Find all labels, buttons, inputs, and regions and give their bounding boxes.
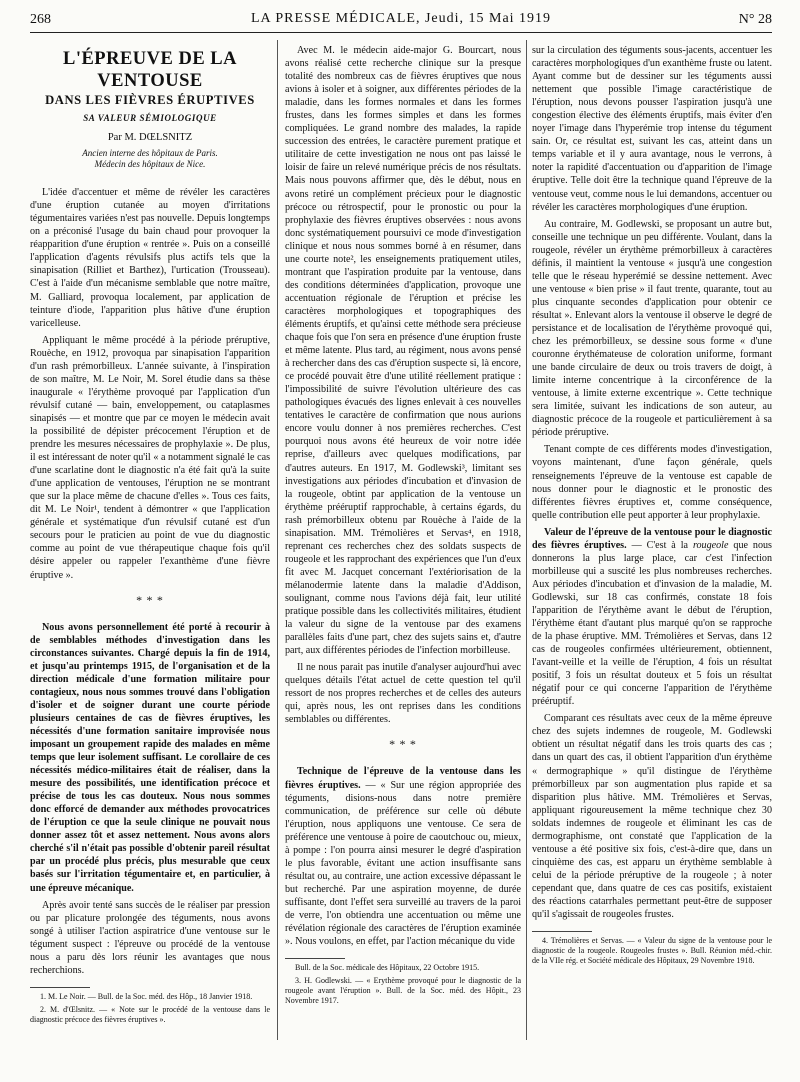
author-affiliation bbox=[30, 148, 270, 170]
column-3 bbox=[532, 44, 772, 1044]
column-rule bbox=[526, 40, 527, 1040]
section-title: Valeur de l'épreuve de la ventouse pour le diagnostic des fièvres éruptives. bbox=[532, 526, 772, 551]
paragraph: Il ne nous parait pas inutile d'analyser aujourd'hui avec quelques détails l'état actuel de cette question tel qu'il ressort de nos propres recherches et de celles des auteurs qui, après nous, les ont reprises dans les conditions semblables ou différentes. bbox=[285, 662, 521, 726]
paragraph bbox=[532, 526, 772, 709]
paragraph: sur la circulation des téguments sous-jacents, accentuer les caractères morphologiques d'un exanthème fruste ou latent. Ayant comme but de dessiner sur les téguments aussi nettement que possible l'image caractéristique de l'éruption, nous devons pousser l'aspiration jusqu'à une congestion élective des éléments éruptifs, mais éviter d'en noyer l'image dans l'hyperémie trop intense du tégument sain. Or, ce résultat est, suivant les cas, atteint dans un temps variable et il y aura avantage, nous le verrons, à noter la rapidité d'accentuation ou d'apparition de l'image éruptive. Telle doit être la technique quand l'épreuve de la ventouse veut, comme nous le lui demandons, accentuer ou révéler les caractères morphologiques d'une éruption. bbox=[532, 45, 772, 213]
affiliation-line: Médecin des hôpitaux de Nice. bbox=[94, 159, 206, 170]
paragraph: L'idée d'accentuer et même de révéler les caractères d'une éruption cutanée au moyen d'irritations tégumentaires variées n'est pas nouvelle. Depuis longtemps on a préconisé l'usage du bain chaud pour provoquer la réapparition d'une éruption « rentrée ». Puis on a conseillé l'application d'agents révulsifs plus actifs tels que la sinapisation (Rilliet et Barthez), l'urtication (Trousseau). C'est à l'aide d'un mécanisme semblable que notre maître, M. Galliard, provoqua localement, par application de teinture d'iode, l'apparition plus hâtive d'une éruption varicelleuse. bbox=[30, 187, 270, 329]
footnote: 4. Trémolières et Servas. — « Valeur du signe de la ventouse pour le diagnostic de la rougeole. Rougeoles frustes ». Bull. Réunion méd.-chir. de la VIIe rég. et Société médicale des Hôpitaux, 29 Novembre 1918. bbox=[532, 936, 772, 966]
paragraph: Avec M. le médecin aide-major G. Bourcart, nous avons réalisé cette recherche clinique sur la presque totalité des nombreux cas de fièvres éruptives que nous avions à isoler et à soigner, aux différentes périodes de la maladie, dans les formes normales et dans les formes frustes, dans les formes simples et dans les formes compliquées. Le grand nombre des malades, la rapide succession des entrées, le caractère purement pratique et utilitaire de cette investigation ne nous ont pas laissé le loisir de faire un relevé numérique précis de nos résultats. Mais nous pouvons affirmer que, dès le début, nous en avons retiré un complément précieux pour le diagnostic précoce ou rétrospectif, pour le pronostic ou pour la prophylaxie des fièvres éruptives observées : nous avons donc systématiquement poursuivi ce mode d'investigation clinique et nous nous sommes borné à en résumer, dans une courte note², les enseignements pratiquement utiles, montrant que l'aspiration produite par la ventouse, dans des conditions déterminées d'application, provoque une accentuation régionale de l'éruption et précise les caractères morphologiques et topographiques des éléments éruptifs, et qu'ainsi cette méthode sera précieuse chaque fois que l'on sera en présence d'une éruption fruste et même latente. Plus tard, au régiment, nous avons pensé à rechercher dans des cas d'éruption suspecte si, là encore, ce procédé pouvait être d'une utilité réellement pratique : l'impossibilité de suivre l'évolution ultérieure des cas pathologiques évacués des lignes enlevait à ces nouvelles tentatives le caractère de confirmation que nous aurions encore voulu donner à nos premières recherches. C'est pourquoi nous avons été heureux de voir notre idée reprise, d'ailleurs avec quelques modifications, par d'autres auteurs. En 1917, M. Godlewski³, limitant ses investigations aux périodes d'incubation et d'invasion de la rougeole, obtint par application de la ventouse un érythème prééruptif rapprochable, à certains égards, du rash prémorbilleux obtenu par Rouèche à l'aide de la sinapisation. MM. Trémolières et Servas⁴, en 1918, reprenant ces recherches chez des soldats suspects de rougeole et les rapprochant des expériences que l'un d'eux fit avec M. Jacquet concernant l'extériorisation de la mélanodermie latente dans la maladie d'Addison, soulignant, comme nous l'avions déjà fait, leur utilité pratique possible dans les collectivités militaires, étudient la valeur du signe de la ventouse par des examens parallèles faits d'une part, chez des sujets sains et, d'autre part, aux différentes périodes de l'infection morbilleuse. bbox=[285, 45, 521, 657]
page-header bbox=[30, 10, 772, 33]
footnote: 1. M. Le Noir. — Bull. de la Soc. méd. des Hôp., 18 Janvier 1918. bbox=[40, 991, 253, 1001]
article-tag: SA VALEUR SÉMIOLOGIQUE bbox=[83, 113, 217, 124]
paragraph-text: — C'est à la bbox=[626, 539, 693, 551]
asterism: * * * bbox=[136, 592, 164, 607]
paragraph: Tenant compte de ces différents modes d'investigation, voyons maintenant, d'une façon générale, quels renseignements l'épreuve de la ventouse est capable de nous donner pour le diagnostic et le pronostic des différentes fièvres éruptives et, comme conséquence, quelle contribution elle peut apporter à leur prophylaxie. bbox=[532, 444, 772, 521]
column-1 bbox=[30, 44, 270, 1044]
section-title: Technique de l'épreuve de la ventouse dans les fièvres éruptives. bbox=[285, 766, 521, 791]
affiliation-line: Ancien interne des hôpitaux de Paris. bbox=[82, 148, 218, 159]
article-subtitle: DANS LES FIÈVRES ÉRUPTIVES bbox=[45, 93, 255, 107]
footnote: 2. M. d'Œlsnitz. — « Note sur le procédé de la ventouse dans le diagnostic précoce des fièvres éruptives ». bbox=[30, 1004, 270, 1024]
column-2 bbox=[285, 44, 521, 1044]
paragraph: Appliquant le même procédé à la période préruptive, Rouèche, en 1912, provoqua par sinapisation l'apparition d'un rash prémorbilleux. L'année suivante, à l'inspiration de son maître, M. Le Noir, M. Sorel étudie dans sa thèse inaugurale « l'érythème provoqué par l'application d'un révulsif cutané — bain, enveloppement, ou cataplasmes sinapisés — et montre que par ce moyen le médecin avait la possibilité de dépister précocement l'éruption et de prendre les mesures nécessaires de prophylaxie ». De plus, il est intéressant de noter qu'il « a notamment signalé le cas d'une scarlatine dont le diagnostic n'a été fait qu'à la suite d'une application de ventouses, l'éruption ne se montrant que sur la place même de chacune d'elles ». Tous ces faits, dit M. Le Noir¹, tendent à démontrer « que l'application générale et systématique d'un révulsif cutané est d'un secours pour le praticien au point de vue du diagnostic comme au point de vue thérapeutique chaque fois qu'il désire appeler ou rappeler l'exanthème d'une fièvre éruptive ». bbox=[30, 334, 270, 581]
paragraph-text: — « Sur une région appropriée des téguments, disions-nous dans notre première communication, de préférence sur celle où débute l'éruption, nous appliquons une ventouse. Ce sera de préférence une ventouse à poire de caoutchouc ou, mieux, à pompe : l'on pourra ainsi mesurer le degré d'aspiration le plus favorable, évitant une action insuffisante sans résultat ou, au contraire, une action excessive dépassant le but recherché. Par une aspiration moyenne, de durée suffisante, dont l'effet sera surveillé au travers de la paroi de verre, l'on obtiendra une accentuation ou même une révélation régionale des caractères de l'éruption examinée ». Nous voulons, en effet, par l'action mécanique du vide bbox=[285, 779, 521, 948]
issue-number: N° 28 bbox=[738, 12, 772, 27]
article-byline: Par M. DŒLSNITZ bbox=[107, 132, 193, 144]
paragraph-text: que nous donnerons la plus large place, car c'est l'infection morbilleuse qui a suscité les plus nombreuses recherches. Aux périodes d'incubation et d'invasion de la maladie, M. Godlewski, sur 18 cas confirmés, constate 18 fois l'apparition de l'érythème avant le début de l'éruption, l'érythème étant d'autant plus marqué qu'on se rapproche de la phase éruptive. MM. Trémolières et Servas, dans 12 cas de rougeoles confirmées ultérieurement, obtiennent, l'avant-veille et la veille de l'éruption, 4 fois un résultat positif, 3 fois un résultat douteux et 5 fois un résultat négatif pour ce qui concerne l'apparition de l'érythème prééruptif. bbox=[532, 539, 772, 708]
column-rule bbox=[277, 40, 278, 1040]
paragraph: Comparant ces résultats avec ceux de la même épreuve chez des sujets indemnes de rougeole, M. Godlewski obtient un résultat négatif dans les trois quarts des cas ; dans un quart des cas, il obtient l'apparition d'un érythème « dermographique » qu'il distingue de l'érythème prémorbilleux par son augmentation plus rapide et sa disparition plus hâtive. MM. Trémolières et Servas, appliquant rigoureusement la même technique chez 30 soldats indemnes de rougeole et éliminant les cas de dermographisme, ont constaté que l'application de la ventouse a été positive six fois, c'est-à-dire que, dans un cinquième des cas, est apparu un érythème semblable à celui de la période préruptive de la rougeole ; à noter cependant que, dans quatre de ces cas positifs, existaient des réactions catarrhales permettant peut-être de supposer qu'il s'agissait de rougeoles frustes. bbox=[532, 713, 772, 921]
asterism: * * * bbox=[389, 737, 417, 752]
footnote: Bull. de la Soc. médicale des Hôpitaux, 22 Octobre 1915. bbox=[295, 963, 480, 973]
footnote-rule bbox=[30, 987, 90, 988]
footnote-rule bbox=[532, 931, 592, 932]
journal-date-line: LA PRESSE MÉDICALE, Jeudi, 15 Mai 1919 bbox=[250, 11, 552, 26]
footnote: 3. H. Godlewski. — « Erythème provoqué pour le diagnostic de la rougeole avant l'éruption ». Bull. de la Soc. méd. des Hôpit., 23 Novembre 1917. bbox=[285, 976, 521, 1006]
paragraph: Au contraire, M. Godlewski, se proposant un autre but, conseille une technique un peu différente. Voulant, dans la rougeole, révéler un érythème prémorbilleux à caractères définis, il maintient la ventouse « jusqu'à une congestion telle que le réseau hyperémié se dessine nettement. Avec une ventouse « bien prise » il faut trente, quarante, tout au plus cinquante secondes d'application pour obtenir ce résultat ». Enlevant alors la ventouse il observe le degré de persistance et de localisation de l'érythème provoqué qui, chez les prémorbilleux, se dessine sous forme « d'une couronne érythémateuse de coloration uniforme, formant une bande circulaire de deux ou trois travers de doigt, à limite interne concentrique à la circonférence de la ventouse, à limite externe excentrique ». Cette technique sera limitée, suivant les indications de son auteur, au diagnostic précoce de la rougeole et particulièrement à sa période préruptive. bbox=[532, 218, 772, 439]
page-number: 268 bbox=[30, 12, 51, 27]
article-title: L'ÉPREUVE DE LA VENTOUSE bbox=[62, 49, 238, 91]
paragraph: Après avoir tenté sans succès de le réaliser par pression ou par plicature prolongée des téguments, nous avons songé à utiliser l'action aspiratrice d'une ventouse sur le tégument suspect : l'épreuve ou procédé de la ventouse nous a paru dès lors réunir les avantages que nous recherchions. bbox=[30, 899, 270, 976]
footnote-rule bbox=[285, 958, 345, 959]
emphasis: rougeole bbox=[692, 539, 729, 551]
paragraph bbox=[285, 765, 521, 948]
paragraph: Nous avons personnellement été porté à recourir à de semblables méthodes d'investigation dans les circonstances suivantes. Chargé depuis la fin de 1914, et jusqu'au printemps 1915, de l'organisation et de la direction médicale d'une formation militaire pour contagieux, nous nous sommes trouvé dans l'obligation d'isoler et de soigner durant une courte période plusieurs centaines de cas de fièvres éruptives, les nécessités d'une formation sanitaire improvisée nous imposant un groupement rapide des malades en même temps que leur isolement suffisant. Le corollaire de ces nécessités médico-militaires était de réaliser, dans la mesure des possibilités, une identification précoce et précise de tous les cas douteux. Nous nous sommes donc efforcé de demander aux méthodes provocatrices de l'éruption ce que la seule clinique ne pouvait nous donner assez tôt et assez nettement. Nous avons alors cherché s'il n'était pas possible d'obtenir pareil résultat par un procédé plus précis, plus mesurable que ceux basés sur l'irritation tégumentaire et, en particulier, à une épreuve mécanique. bbox=[30, 621, 270, 894]
